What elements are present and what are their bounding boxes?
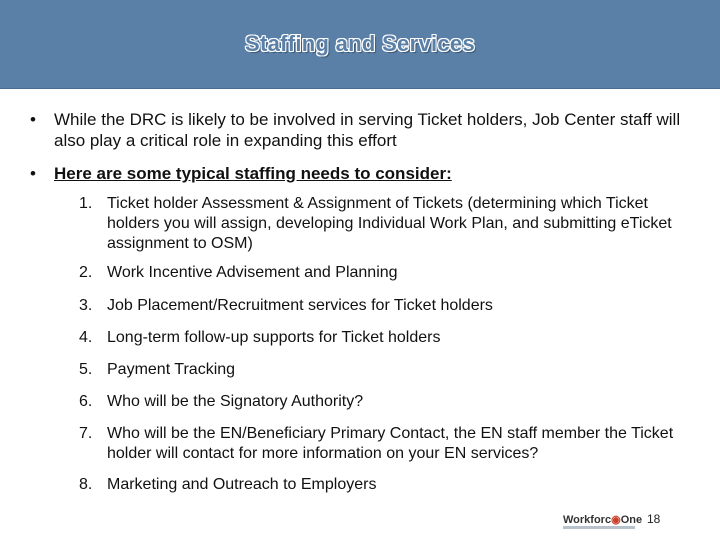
list-number: 3.	[79, 297, 93, 314]
workforce-one-logo	[563, 513, 643, 533]
list-number: 8.	[79, 476, 93, 493]
list-text: Long-term follow-up supports for Ticket holders	[107, 329, 441, 346]
logo-circle-icon: ◉	[611, 514, 621, 526]
bullet-icon: •	[30, 110, 36, 129]
list-text: Job Placement/Recruitment services for Ticket holders	[107, 297, 493, 314]
list-number: 7.	[79, 425, 93, 442]
page-number: 18	[647, 512, 661, 526]
list-text: Payment Tracking	[107, 361, 236, 378]
list-number: 5.	[79, 361, 93, 378]
slide-title: Staffing and Services	[244, 31, 476, 56]
bullet-text: Here are some typical staffing needs to consider:	[54, 164, 452, 183]
list-text: Ticket holder Assessment & Assignment of Tickets (determining which Ticket holders you will assign, developing Individual Work Plan, and submitting eTicket assignment to OSM)	[107, 195, 672, 252]
list-number: 1.	[79, 195, 93, 212]
list-text: Work Incentive Advisement and Planning	[107, 264, 398, 281]
logo-tagline-bar	[563, 526, 635, 529]
logo-wordmark: Workforc◉One	[563, 514, 643, 526]
list-number: 2.	[79, 264, 93, 281]
list-text: Marketing and Outreach to Employers	[107, 476, 377, 493]
bullet-text: While the DRC is likely to be involved in serving Ticket holders, Job Center staff will also play a critical role in expanding this effort	[54, 110, 681, 150]
title-bar	[0, 0, 720, 89]
list-number: 6.	[79, 393, 93, 410]
list-text: Who will be the EN/Beneficiary Primary Contact, the EN staff member the Ticket holder will contact for more information on your EN services?	[107, 425, 674, 462]
bullet-icon: •	[30, 164, 36, 183]
list-text: Who will be the Signatory Authority?	[107, 393, 364, 410]
list-number: 4.	[79, 329, 93, 346]
